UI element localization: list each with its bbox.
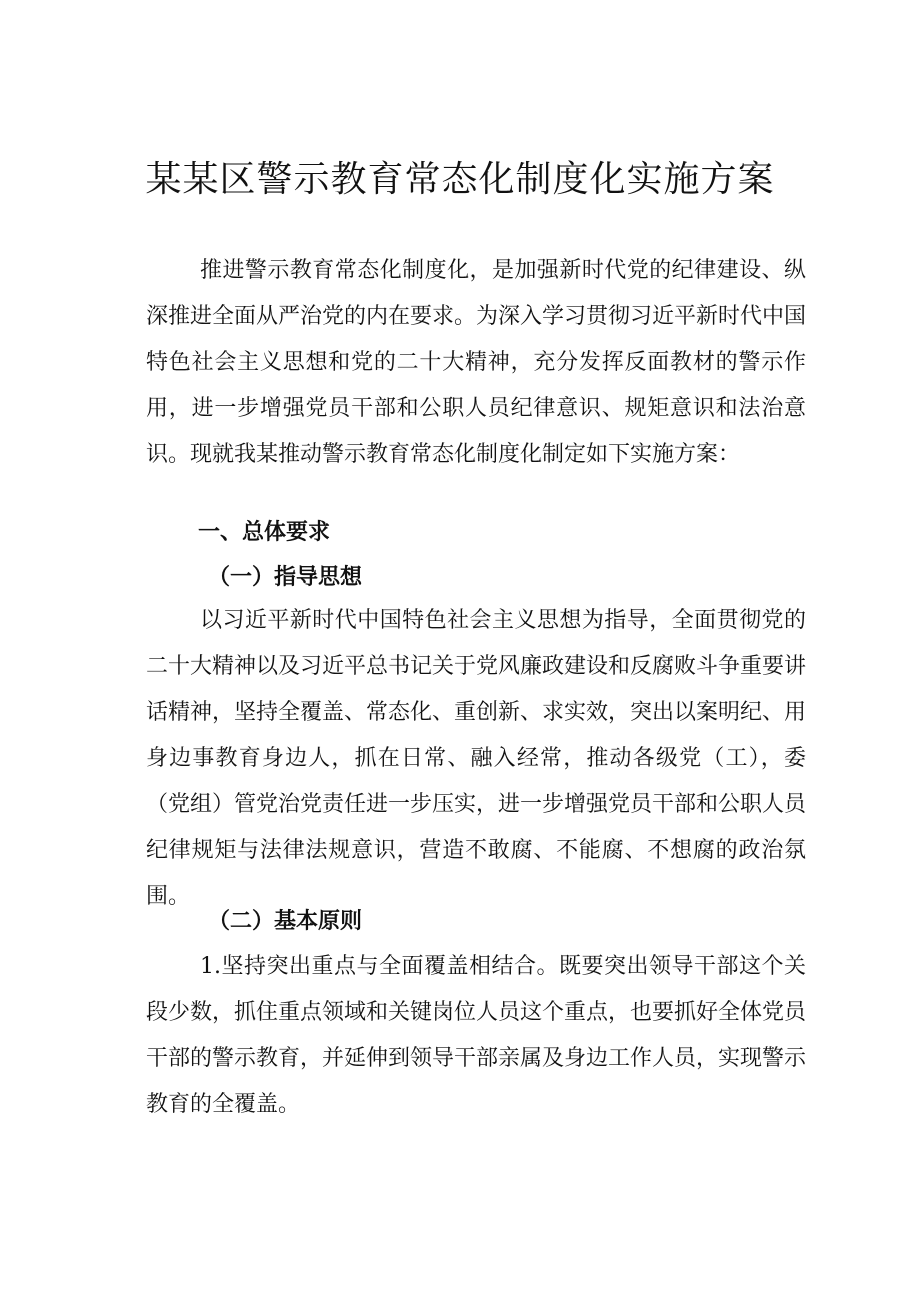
guiding-ideology-paragraph: 以习近平新时代中国特色社会主义思想为指导，全面贯彻党的二十大精神以及习近平总书记关于党风廉政建设和反腐败斗争重要讲话精神，坚持全覆盖、常态化、重创新、求实效，突出以案明纪、用身边事教育身边人，抓在日常、融入经常，推动各级党（工），委（党组）管党治党责任进一步压实，进一步增强党员干部和公职人员纪律规矩与法律法规意识，营造不敢腐、不能腐、不想腐的政治氛围。 bbox=[146, 608, 807, 909]
intro-paragraph: 推进警示教育常态化制度化，是加强新时代党的纪律建设、纵深推进全面从严治党的内在要求。为深入学习贯彻习近平新时代中国特色社会主义思想和党的二十大精神，充分发挥反面教材的警示作用，进一步增强党员干部和公职人员纪律意识、规矩意识和法治意识。现就我某推动警示教育常态化制度化制定如下实施方案： bbox=[146, 258, 807, 467]
document-title: 某某区警示教育常态化制度化实施方案 bbox=[145, 159, 775, 200]
section-heading-overall-requirements: 一、总体要求 bbox=[198, 520, 331, 545]
subsection-heading-guiding-ideology: （一）指导思想 bbox=[208, 564, 363, 590]
subsection-heading-basic-principles: （二）基本原则 bbox=[208, 908, 363, 934]
principle-1-paragraph: 1.坚持突出重点与全面覆盖相结合。既要突出领导干部这个关段少数，抓住重点领域和关键岗位人员这个重点，也要抓好全体党员干部的警示教育，并延伸到领导干部亲属及身边工作人员，实现警示教育的全覆盖。 bbox=[146, 954, 807, 1117]
